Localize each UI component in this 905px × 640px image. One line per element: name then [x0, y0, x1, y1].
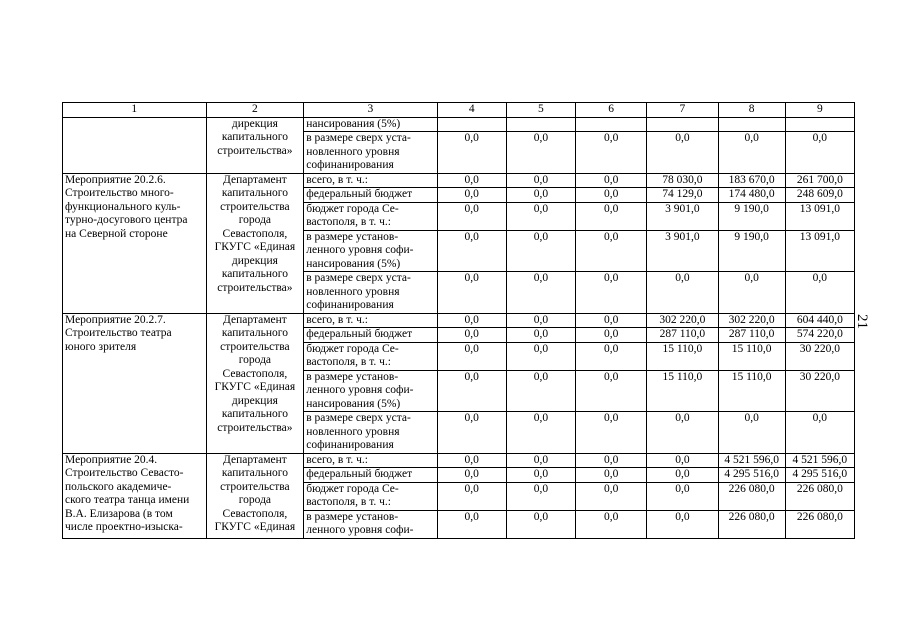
- department-cell: Департамент капитального строительства города Севастополя, ГКУГС «Единая: [206, 453, 304, 538]
- funding-source-cell: всего, в т. ч.:: [304, 313, 437, 328]
- value-cell-col9: 248 609,0: [785, 188, 854, 203]
- value-cell-col5: 0,0: [506, 510, 575, 538]
- value-cell-col4: 0,0: [437, 313, 506, 328]
- table-row: [63, 173, 855, 188]
- value-cell-col9: 0,0: [785, 412, 854, 454]
- funding-source-cell: в размере сверх уста- новленного уровня софинанирования: [304, 412, 437, 454]
- value-cell-col6: 0,0: [576, 412, 647, 454]
- funding-source-cell: в размере установ- ленного уровня софи- нансирования (5%): [304, 370, 437, 412]
- value-cell-col5: 0,0: [506, 468, 575, 483]
- value-cell-col6: 0,0: [576, 188, 647, 203]
- value-cell-col8: 226 080,0: [718, 510, 785, 538]
- value-cell-col4: 0,0: [437, 468, 506, 483]
- value-cell-col5: 0,0: [506, 328, 575, 343]
- table-row: [63, 117, 855, 132]
- value-cell-col7: 0,0: [647, 468, 718, 483]
- value-cell-col6: 0,0: [576, 230, 647, 272]
- funding-source-cell: бюджет города Се- вастополя, в т. ч.:: [304, 342, 437, 370]
- value-cell-col8: 287 110,0: [718, 328, 785, 343]
- value-cell-col6: 0,0: [576, 468, 647, 483]
- value-cell-col4: 0,0: [437, 188, 506, 203]
- value-cell-col6: 0,0: [576, 132, 647, 174]
- value-cell-col9: 30 220,0: [785, 342, 854, 370]
- measure-cell: Мероприятие 20.2.7. Строительство театра юного зрителя: [63, 313, 207, 453]
- value-cell-col4: 0,0: [437, 202, 506, 230]
- value-cell-col7: 0,0: [647, 510, 718, 538]
- department-cell: Департамент капитального строительства города Севастополя, ГКУГС «Единая дирекция капитального строительства»: [206, 173, 304, 313]
- value-cell-col4: 0,0: [437, 412, 506, 454]
- value-cell-col4: 0,0: [437, 453, 506, 468]
- value-cell-col6: 0,0: [576, 202, 647, 230]
- value-cell-col8: 174 480,0: [718, 188, 785, 203]
- col-header-6: 6: [576, 103, 647, 118]
- value-cell-col7: 0,0: [647, 132, 718, 174]
- value-cell-col4: 0,0: [437, 328, 506, 343]
- value-cell-col7: 0,0: [647, 453, 718, 468]
- value-cell-col8: 183 670,0: [718, 173, 785, 188]
- value-cell-col7: 78 030,0: [647, 173, 718, 188]
- value-cell-col7: 0,0: [647, 412, 718, 454]
- value-cell-col7: 74 129,0: [647, 188, 718, 203]
- value-cell-col5: 0,0: [506, 453, 575, 468]
- value-cell-col9: 13 091,0: [785, 230, 854, 272]
- col-header-9: 9: [785, 103, 854, 118]
- table-row: [63, 313, 855, 328]
- value-cell-col5: 0,0: [506, 132, 575, 174]
- value-cell-col4: 0,0: [437, 173, 506, 188]
- value-cell-col6: 0,0: [576, 173, 647, 188]
- value-cell-col5: 0,0: [506, 188, 575, 203]
- value-cell-col5: 0,0: [506, 202, 575, 230]
- col-header-3: 3: [304, 103, 437, 118]
- page-number: 21: [854, 314, 870, 329]
- value-cell-col7: 0,0: [647, 272, 718, 314]
- value-cell-col9: 4 295 516,0: [785, 468, 854, 483]
- funding-source-cell: в размере установ- ленного уровня софи-: [304, 510, 437, 538]
- value-cell-col7: 15 110,0: [647, 342, 718, 370]
- department-cell: дирекция капитального строительства»: [206, 117, 304, 173]
- measure-cell: [63, 117, 207, 173]
- funding-source-cell: федеральный бюджет: [304, 328, 437, 343]
- value-cell-col9: 574 220,0: [785, 328, 854, 343]
- funding-source-cell: федеральный бюджет: [304, 468, 437, 483]
- funding-source-cell: всего, в т. ч.:: [304, 173, 437, 188]
- value-cell-col6: 0,0: [576, 482, 647, 510]
- col-header-7: 7: [647, 103, 718, 118]
- funding-source-cell: в размере сверх уста- новленного уровня софинанирования: [304, 272, 437, 314]
- value-cell-col6: 0,0: [576, 342, 647, 370]
- value-cell-col4: 0,0: [437, 132, 506, 174]
- value-cell-col5: 0,0: [506, 370, 575, 412]
- value-cell-col7: 3 901,0: [647, 230, 718, 272]
- value-cell-col6: 0,0: [576, 313, 647, 328]
- funding-source-cell: в размере сверх уста- новленного уровня софинанирования: [304, 132, 437, 174]
- budget-table: [62, 102, 855, 539]
- value-cell-col5: 0,0: [506, 173, 575, 188]
- value-cell-col7: 0,0: [647, 482, 718, 510]
- value-cell-col7: 287 110,0: [647, 328, 718, 343]
- value-cell-col9: 261 700,0: [785, 173, 854, 188]
- value-cell-col5: 0,0: [506, 482, 575, 510]
- value-cell-col9: 226 080,0: [785, 482, 854, 510]
- value-cell-col8: 0,0: [718, 412, 785, 454]
- table-row: [63, 453, 855, 468]
- value-cell-col9: 0,0: [785, 272, 854, 314]
- value-cell-col8: 302 220,0: [718, 313, 785, 328]
- value-cell-col8: 15 110,0: [718, 370, 785, 412]
- measure-cell: Мероприятие 20.4. Строительство Севасто- польского академиче- ского театра танца имени В.А. Елизарова (в том числе проектно-изыска-: [63, 453, 207, 538]
- col-header-5: 5: [506, 103, 575, 118]
- col-header-1: 1: [63, 103, 207, 118]
- value-cell-col9: 30 220,0: [785, 370, 854, 412]
- value-cell-col6: 0,0: [576, 453, 647, 468]
- measure-cell: Мероприятие 20.2.6. Строительство много- функционального куль- турно-досугового центра на Северной стороне: [63, 173, 207, 313]
- col-header-4: 4: [437, 103, 506, 118]
- value-cell-col7: [647, 117, 718, 132]
- value-cell-col8: 0,0: [718, 272, 785, 314]
- value-cell-col9: 13 091,0: [785, 202, 854, 230]
- col-header-8: 8: [718, 103, 785, 118]
- value-cell-col8: 9 190,0: [718, 202, 785, 230]
- value-cell-col5: 0,0: [506, 342, 575, 370]
- value-cell-col4: 0,0: [437, 370, 506, 412]
- funding-source-cell: федеральный бюджет: [304, 188, 437, 203]
- value-cell-col5: 0,0: [506, 272, 575, 314]
- funding-source-cell: всего, в т. ч.:: [304, 453, 437, 468]
- funding-source-cell: бюджет города Се- вастополя, в т. ч.:: [304, 202, 437, 230]
- funding-source-cell: бюджет города Се- вастополя, в т. ч.:: [304, 482, 437, 510]
- value-cell-col9: 0,0: [785, 132, 854, 174]
- value-cell-col4: 0,0: [437, 230, 506, 272]
- value-cell-col4: 0,0: [437, 342, 506, 370]
- value-cell-col9: 4 521 596,0: [785, 453, 854, 468]
- column-number-row: [63, 103, 855, 118]
- value-cell-col8: 15 110,0: [718, 342, 785, 370]
- value-cell-col5: 0,0: [506, 313, 575, 328]
- funding-source-cell: в размере установ- ленного уровня софи- нансирования (5%): [304, 230, 437, 272]
- value-cell-col7: 3 901,0: [647, 202, 718, 230]
- value-cell-col5: 0,0: [506, 230, 575, 272]
- value-cell-col9: 604 440,0: [785, 313, 854, 328]
- value-cell-col4: 0,0: [437, 510, 506, 538]
- value-cell-col6: 0,0: [576, 370, 647, 412]
- funding-source-cell: нансирования (5%): [304, 117, 437, 132]
- value-cell-col8: 4 295 516,0: [718, 468, 785, 483]
- value-cell-col6: 0,0: [576, 328, 647, 343]
- value-cell-col4: 0,0: [437, 482, 506, 510]
- value-cell-col5: [506, 117, 575, 132]
- value-cell-col8: [718, 117, 785, 132]
- value-cell-col4: [437, 117, 506, 132]
- department-cell: Департамент капитального строительства города Севастополя, ГКУГС «Единая дирекция капитального строительства»: [206, 313, 304, 453]
- value-cell-col8: 0,0: [718, 132, 785, 174]
- value-cell-col6: 0,0: [576, 272, 647, 314]
- value-cell-col7: 302 220,0: [647, 313, 718, 328]
- value-cell-col8: 4 521 596,0: [718, 453, 785, 468]
- value-cell-col5: 0,0: [506, 412, 575, 454]
- value-cell-col6: 0,0: [576, 510, 647, 538]
- value-cell-col9: [785, 117, 854, 132]
- value-cell-col8: 226 080,0: [718, 482, 785, 510]
- value-cell-col7: 15 110,0: [647, 370, 718, 412]
- value-cell-col8: 9 190,0: [718, 230, 785, 272]
- value-cell-col6: [576, 117, 647, 132]
- value-cell-col4: 0,0: [437, 272, 506, 314]
- value-cell-col9: 226 080,0: [785, 510, 854, 538]
- col-header-2: 2: [206, 103, 304, 118]
